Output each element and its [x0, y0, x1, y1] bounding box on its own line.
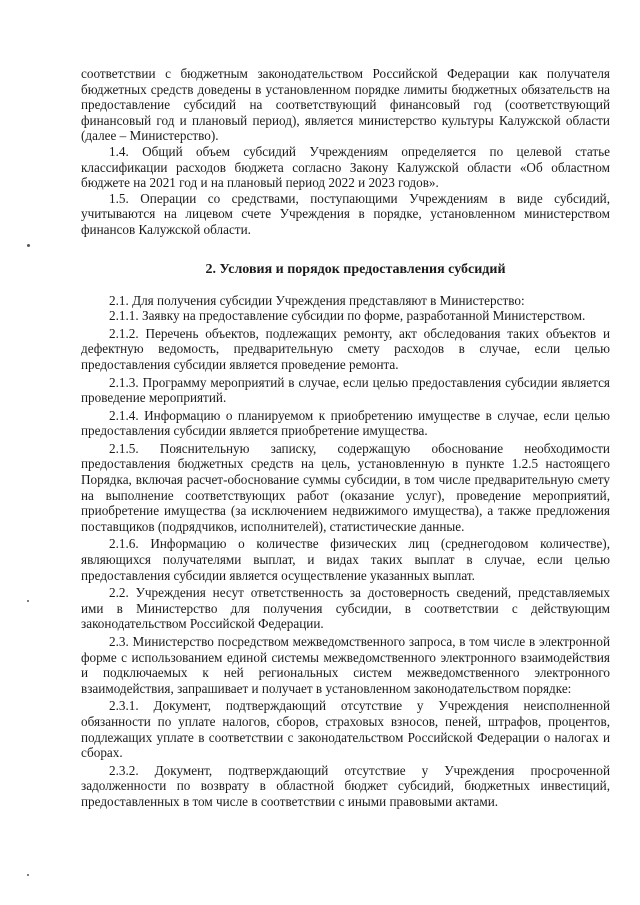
scan-speck [27, 874, 29, 876]
paragraph-2-1-2: 2.1.2. Перечень объектов, подлежащих ремонту, акт обследования таких объектов и дефектную ведомость, предварительную смету расходов в случае, если целью предоставления субсидии является проведение ремонта. [81, 325, 610, 372]
paragraph-2-1: 2.1. Для получения субсидии Учреждения представляют в Министерство: [109, 292, 525, 308]
paragraph-2-3-1: 2.3.1. Документ, подтверждающий отсутствие у Учреждения неисполненной обязанности по уплате налогов, сборов, страховых взносов, пеней, штрафов, процентов, подлежащих уплате в соответствии с законодательством Российской Федерации о налогах и сборах. [81, 698, 610, 761]
paragraph-1-3-end: соответствии с бюджетным законодательством Российской Федерации как получателя бюджетных средств доведены в установленном порядке лимиты бюджетных обязательств на предоставление субсидий на соответствующий финансовый год (соответствующий финансовый год и плановый период), является министерство культуры Калужской области (далее – Министерство). [81, 66, 610, 144]
paragraph-2-2: 2.2. Учреждения несут ответственность за достоверность сведений, представляемых ими в Министерство для получения субсидии, в соответствии с действующим законодательством Российской Федерации. [81, 585, 610, 632]
scan-speck [27, 244, 30, 247]
paragraph-2-1-4: 2.1.4. Информацию о планируемом к приобретению имуществе в случае, если целью предоставления субсидии является приобретение имущества. [81, 407, 610, 439]
paragraph-2-3: 2.3. Министерство посредством межведомственного запроса, в том числе в электронной форме с использованием единой системы межведомственного электронного взаимодействия и подключаемых к ней региональных систем межведомственного электронного взаимодействия, запрашивает и получает в установленном законодательством порядке: [81, 634, 610, 696]
scan-speck [27, 600, 29, 602]
paragraph-2-1-3: 2.1.3. Программу мероприятий в случае, если целью предоставления субсидии является проведение мероприятий. [81, 374, 610, 406]
paragraph-2-1-1: 2.1.1. Заявку на предоставление субсидии по форме, разработанной Министерством. [109, 308, 586, 324]
section-heading: 2. Условия и порядок предоставления субсидий [205, 261, 506, 277]
paragraph-2-3-2: 2.3.2. Документ, подтверждающий отсутствие у Учреждения просроченной задолженности по возврату в областной бюджет субсидий, бюджетных инвестиций, предоставленных в том числе в соответствии с иными правовыми актами. [81, 762, 610, 809]
paragraph-1-5: 1.5. Операции со средствами, поступающими Учреждениям в виде субсидий, учитываются на лицевом счете Учреждения в порядке, установленном министерством финансов Калужской области. [81, 190, 610, 237]
paragraph-2-1-6: 2.1.6. Информацию о количестве физических лиц (среднегодовом количестве), являющихся получателями выплат, и видах таких выплат в случае, если целью предоставления субсидии является осуществление указанных выплат. [81, 536, 610, 583]
paragraph-2-1-5: 2.1.5. Пояснительную записку, содержащую обоснование необходимости предоставления бюджетных средств на цель, установленную в пункте 1.2.5 настоящего Порядка, включая расчет-обоснование суммы субсидии, в том числе предварительную смету на выполнение соответствующих работ (оказание услуг), проведение мероприятий, приобретение имущества (за исключением недвижимого имущества), а также предложения поставщиков (подрядчиков, исполнителей), статистические данные. [81, 440, 610, 534]
paragraph-1-4: 1.4. Общий объем субсидий Учреждениям определяется по целевой статье классификации расходов бюджета согласно Закону Калужской области «Об областном бюджете на 2021 год и на плановый период 2022 и 2023 годов». [81, 143, 610, 191]
